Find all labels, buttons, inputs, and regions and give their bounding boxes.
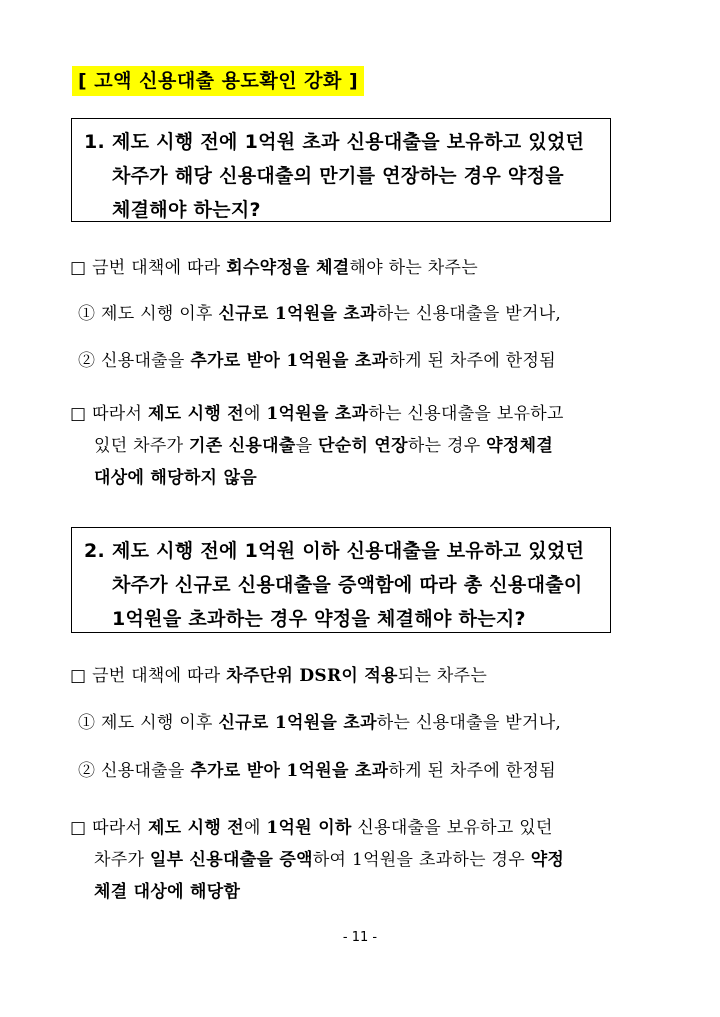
question-1-line-1: 1. 제도 시행 전에 1억원 초과 신용대출을 보유하고 있었던: [84, 131, 585, 153]
text: 에: [243, 404, 267, 424]
emphasis: 회수약정을 체결: [226, 258, 350, 278]
text: 을: [295, 436, 319, 456]
emphasis: 1억원을 초과: [266, 404, 369, 424]
emphasis: 제도 시행 전: [147, 404, 244, 424]
emphasis: 약정체결: [486, 436, 554, 456]
answer-2-item-1: [78, 707, 638, 739]
text: 하는 경우: [407, 436, 487, 456]
emphasis: 약정: [530, 850, 565, 870]
text: □ 금번 대책에 따라: [70, 258, 227, 278]
question-2-line-1: 2. 제도 시행 전에 1억원 이하 신용대출을 보유하고 있었던: [84, 540, 585, 562]
text: 하는 신용대출을 받거나,: [376, 713, 562, 733]
text: 해야 하는 차주는: [349, 258, 478, 278]
question-1-line-2: 차주가 해당 신용대출의 만기를 연장하는 경우 약정을: [112, 165, 564, 187]
text: ② 신용대출을: [78, 351, 191, 371]
answer-1-intro: [70, 252, 630, 284]
emphasis: 신규로 1억원을 초과: [218, 304, 377, 324]
question-2-box: [71, 527, 611, 633]
emphasis: 신규로 1억원을 초과: [218, 713, 377, 733]
emphasis: 기존 신용대출: [189, 436, 296, 456]
answer-2-item-2: [78, 755, 638, 787]
text: 에: [243, 818, 267, 838]
emphasis: 추가로 받아 1억원을 초과: [190, 761, 389, 781]
text: 하는 신용대출을 받거나,: [376, 304, 562, 324]
text: □ 금번 대책에 따라: [70, 666, 227, 686]
page-number: - 11 -: [342, 930, 378, 945]
text: 있던 차주가: [94, 436, 190, 456]
text: 되는 차주는: [397, 666, 488, 686]
emphasis: 단순히 연장: [318, 436, 408, 456]
text: 하게 된 차주에 한정됨: [388, 351, 556, 371]
text: ② 신용대출을: [78, 761, 191, 781]
text: □ 따라서: [70, 404, 148, 424]
emphasis: 대상에 해당하지 않음: [94, 468, 257, 488]
emphasis: 차주단위 DSR이 적용: [226, 666, 398, 686]
text: 하게 된 차주에 한정됨: [388, 761, 556, 781]
text: 하여 1억원을 초과하는 경우: [312, 850, 531, 870]
emphasis: 추가로 받아 1억원을 초과: [190, 351, 389, 371]
section-title: [ 고액 신용대출 용도확인 강화 ]: [72, 66, 364, 96]
answer-2-conclusion: [70, 812, 630, 908]
text: 차주가: [94, 850, 150, 870]
question-2-line-3: 1억원을 초과하는 경우 약정을 체결해야 하는지?: [112, 608, 526, 630]
question-1-box: [71, 118, 611, 222]
answer-1-item-1: [78, 298, 638, 330]
answer-1-conclusion: [70, 398, 630, 494]
text: □ 따라서: [70, 818, 148, 838]
text: 신용대출을 보유하고 있던: [351, 818, 553, 838]
emphasis: 1억원 이하: [266, 818, 352, 838]
text: ① 제도 시행 이후: [78, 713, 219, 733]
text: ① 제도 시행 이후: [78, 304, 219, 324]
question-2-line-2: 차주가 신규로 신용대출을 증액함에 따라 총 신용대출이: [112, 574, 583, 596]
answer-1-item-2: [78, 345, 638, 377]
emphasis: 제도 시행 전: [147, 818, 244, 838]
emphasis: 일부 신용대출을 증액: [149, 850, 313, 870]
emphasis: 체결 대상에 해당함: [94, 882, 241, 902]
question-1-line-3: 체결해야 하는지?: [112, 199, 261, 221]
answer-2-intro: [70, 660, 630, 692]
text: 하는 신용대출을 보유하고: [368, 404, 564, 424]
